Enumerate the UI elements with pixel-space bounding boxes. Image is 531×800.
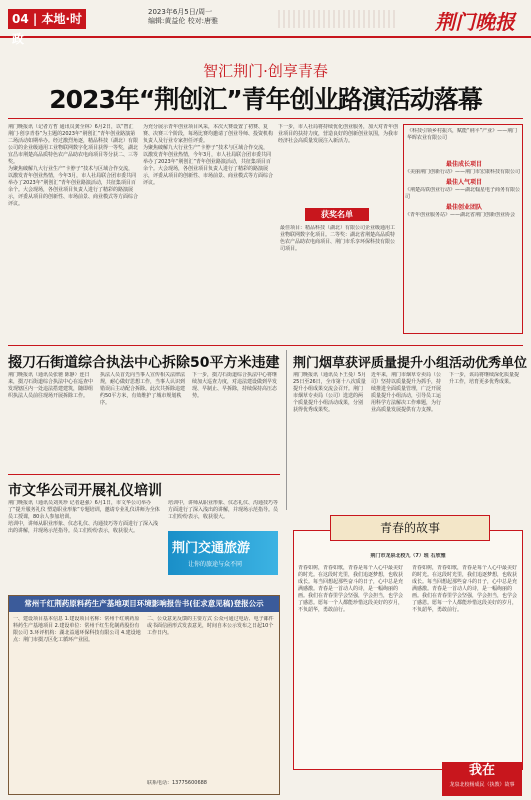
column-logo-main: 我在 xyxy=(468,763,495,778)
side-intro: 《科技引领乡村振兴，赋能“荆平”产业》——荆门华晖农业有限公司 xyxy=(407,128,518,141)
column-logo xyxy=(442,762,522,796)
feature-paragraph: 为聚焦破解九大行业生产“卡脖子”技术与区域合作交流，以激发青年创业热情，今年3月，市人社局联合团市委共同举办了2023年“荆创汇”青年创业路演活动，共征集项目百余个。大会现场，各创业项目负责人进行了精彩的路演展示，评委从项目的创新性、市场前景、商业模式等方面综合评议。 xyxy=(143,145,273,186)
banner-headline: 荆门交通旅游 xyxy=(172,541,251,556)
story-col-2: 青春如树，青春如歌，青春是每个人心中最美好的时光。在这段时光里，我们追逐梦想，也收获成长。每当回想起那些奋斗的日子，心中总是充满感激。青春是一首动人的诗，是一幅绚丽的画。我们在青春里学会坚强，学会担当，也学会了感恩。愿每一个人都能珍惜这段美好的岁月，不负韶华，勇敢前行。 xyxy=(412,565,518,613)
ad-contact: 联系电话：13775600688 xyxy=(147,780,207,786)
award-category: 最佳人气项目 xyxy=(445,179,482,186)
column-divider xyxy=(286,350,287,510)
page-header xyxy=(0,0,531,46)
section-rule xyxy=(8,474,280,475)
award-category: 最佳成长项目 xyxy=(445,161,482,168)
award-entry: 《青年创业服务站》——湖北省荆门创新创业协会 xyxy=(405,212,516,218)
article3-col-1 xyxy=(293,372,367,507)
feature-rule xyxy=(8,118,523,119)
feature-paragraph: 荆门晚报讯（记者方哲 通讯员龚全林）6月2日，以“智汇荆门·创享青春”为主题的2023年“荆创汇”青年创业路演第二场活动如期举办。经过激烈角逐，精品科技（湖北）有限公司的企业级通用工业物联网数字化项目获得一等奖，湖北宜昌市荆楚高品质特色农产品助农电商项目等分获二、三等奖。 xyxy=(8,124,138,165)
section-rule xyxy=(8,345,523,346)
feature-column-1 xyxy=(8,124,138,344)
article-title-tobacco[interactable]: 荆门烟草获评质量提升小组活动优秀单位 xyxy=(293,356,528,371)
article3-col-2 xyxy=(371,372,445,507)
feature-column-2 xyxy=(143,124,273,344)
tourism-banner[interactable] xyxy=(168,531,278,575)
article-title-etiquette[interactable]: 市文华公司开展礼仪培训 xyxy=(8,483,162,499)
article-paragraph: 下一步，该局将继续深化质量提升工作，培育更多优秀成果。 xyxy=(449,372,520,385)
story-title[interactable]: 青春的故事 xyxy=(330,515,490,541)
awards-text: 最佳项目：精品科技（湖北）有限公司企业级通用工业物联网数字化项目。二等奖：湖北省荆楚高品质特色农产品助农电商项目、荆门市乐享环保科技有限公司项目。 xyxy=(280,225,396,252)
column-logo-sub: 龙泉北校杨成民（执教）故事 xyxy=(449,782,515,788)
feature-paragraph: 为聚焦破解九大行业生产“卡脖子”技术与区域合作交流，以激发青年创业热情，今年3月，市人社局联合团市委共同举办了2023年“荆创汇”青年创业路演活动，共征集项目百余个。大会现场，各创业项目负责人进行了精彩的路演展示，评委从项目的创新性、市场前景、商业模式等方面综合评议。 xyxy=(8,166,138,207)
article3-col-3 xyxy=(449,372,523,507)
side-awards-list xyxy=(405,158,523,219)
banner-tagline: 让你的旅途与众不同 xyxy=(188,561,243,568)
ad-title: 常州千红荆药原料药生产基地项目环境影响报告书(征求意见稿)登报公示 xyxy=(9,596,279,612)
article2-col-1 xyxy=(8,372,96,472)
award-category: 最佳创业团队 xyxy=(445,204,482,211)
story-box xyxy=(293,530,523,770)
article-paragraph: 下一步，掇刀石街道综合执法中心将继续加大巡查力度，对违法建设做到早发现、早制止、早拆除，持续保持高压态势。 xyxy=(192,372,278,399)
article4-col-2 xyxy=(168,500,280,528)
award-entry: 《美丽荆门创新行动》——荆门市宏康科技有限公司 xyxy=(405,169,521,175)
article-paragraph: 培训中，讲师从职业形象、仪态礼仪、沟通技巧等方面进行了深入浅出的讲解，并现场示范指导。员工们纷纷表示，收获很大。 xyxy=(8,521,159,534)
article-paragraph: 培训中，讲师从职业形象、仪态礼仪、沟通技巧等方面进行了深入浅出的讲解，并现场示范指导。员工们纷纷表示，收获很大。 xyxy=(168,500,279,520)
article-paragraph: 荆门晚报讯（通讯员刘英珍 记者赵强）6月1日，市文华公司举办了“提升服务礼仪 塑造职业形象”专题培训，邀请专业礼仪讲师为全体员工授课，80余人参加培训。 xyxy=(8,500,160,520)
article2-col-2 xyxy=(100,372,188,472)
ad-col-1: 一、建设项目基本信息 1.建设项目名称：常州千红荆药原料药生产基地项目 2.建设单位：常州千红生化制药股份有限公司 3.环评机构：湖北益通环保科技有限公司 4.建设地点：荆门市掇刀区化工循环产业园。 xyxy=(13,616,141,643)
environment-notice-ad xyxy=(8,595,280,795)
awards-badge: 获奖名单 xyxy=(305,208,369,221)
article-paragraph: 荆门晚报讯（通讯员张驰 陈静）连日来，掇刀石街道综合执法中心在巡查中发现辖区内一处违法搭建建筑，随即组织执法人员前往现场开展拆除工作。 xyxy=(8,372,94,399)
issue-info xyxy=(148,8,218,26)
article4-col-1 xyxy=(8,500,162,590)
story-col-1: 青春如树，青春如歌，青春是每个人心中最美好的时光。在这段时光里，我们追逐梦想，也收获成长。每当回想起那些奋斗的日子，心中总是充满感激。青春是一首动人的诗，是一幅绚丽的画。我们在青春里学会坚强，学会担当，也学会了感恩。愿每一个人都能珍惜这段美好的岁月，不负韶华，勇敢前行。 xyxy=(298,565,404,613)
issue-date: 2023年6月5日/周一 xyxy=(148,8,213,16)
header-decoration xyxy=(278,10,398,28)
feature-column-3 xyxy=(278,124,400,204)
award-entry: 《荆楚高铁创业行动》——湖北翰星电子商务有限公司 xyxy=(405,187,521,200)
feature-title[interactable]: 2023年“荆创汇”青年创业路演活动落幕 xyxy=(49,85,482,114)
feature-subtitle: 智汇荆门·创享青春 xyxy=(203,62,328,80)
newspaper-logo: 荆门晚报 xyxy=(435,10,515,34)
feature-paragraph: 下一步，市人社局将持续优化创业服务，加大对青年创业项目的扶持力度，营造良好的创新创业氛围，为我市经济社会高质量发展注入新活力。 xyxy=(278,124,399,144)
ad-col-2: 二、公众意见反馈的主要方式 公众可通过电话、电子邮件或书面信函形式发表意见，时间自本公示发布之日起10个工作日内。 xyxy=(147,616,274,636)
article2-col-3 xyxy=(192,372,280,472)
story-byline: 荆门市龙泉北校九（7）班 石欣雅 xyxy=(370,553,446,559)
article-paragraph: 荆门晚报讯（通讯员卜王曼）5月25日至26日，全市第十八次质量提升小组成果交流会召开。荆门市烟草专卖局（公司）选送的两个质量提升小组活动成果，分别获得优秀成果奖。 xyxy=(293,372,367,413)
article-title-demolition[interactable]: 掇刀石街道综合执法中心拆除50平方米违建 xyxy=(8,355,280,371)
article-paragraph: 近年来，荆门市烟草专卖局（公司）坚持以质量提升为抓手，持续推进全面质量管理，广泛开展质量提升小组活动，引导员工运用科学方法解决工作难题，为行业高质量发展提供有力支撑。 xyxy=(371,372,442,413)
awards-list xyxy=(280,225,398,325)
editor-line: 编辑:黄益伦 校对:唐雅 xyxy=(148,17,218,25)
feature-paragraph: 为充分展示青年创业项目风采，本次大赛设置了初赛、复赛、决赛三个阶段，每场比赛均邀请了创业导师、投资机构负责人及行业专家担任评委。 xyxy=(143,124,273,144)
article-paragraph: 执法人员首先向当事人宣传相关法律法规，耐心做好思想工作，当事人认识到错误后主动配合拆除。此次共拆除违建约50平方米，有效维护了城市规划秩序。 xyxy=(100,372,186,406)
page-section-label: 04 | 本地·时政 xyxy=(8,9,86,29)
